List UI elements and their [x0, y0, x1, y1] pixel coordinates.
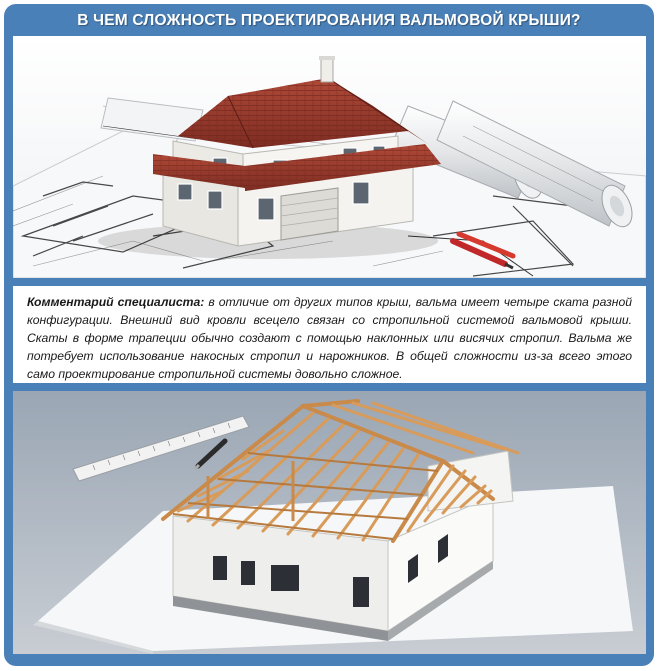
comment-body: в отличие от других типов крыш, вальма имеет четыре ската разной конфигурации. Внешний вид кровли всецело связан со стропильной системой вальмовой крыши. Скаты в форме трапеции обычно создают с помощью наклонных или висячих стропил. Вальма же потребует использование накосных стропил и нарожников. В общей сложности из-за всего этого само проектирование стропильной системы довольно сложное.: [27, 295, 633, 381]
page-title: В ЧЕМ СЛОЖНОСТЬ ПРОЕКТИРОВАНИЯ ВАЛЬМОВОЙ КРЫШИ?: [77, 11, 581, 29]
expert-comment-panel: [13, 286, 646, 383]
rafter-system-model-image: [13, 391, 646, 654]
comment-lead: Комментарий специалиста:: [27, 295, 205, 309]
house-on-blueprints-image: [13, 36, 646, 278]
expert-comment: [13, 286, 646, 383]
